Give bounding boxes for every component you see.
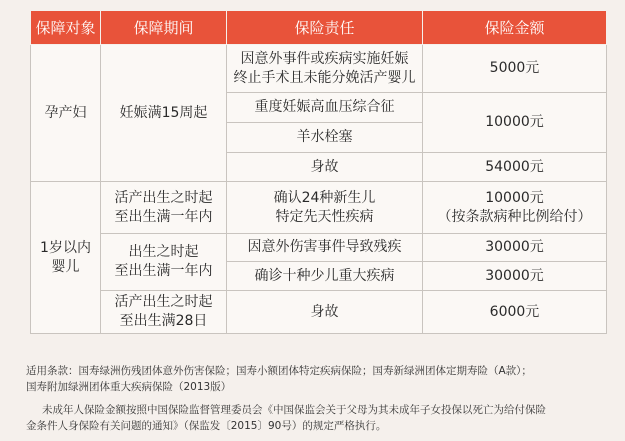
duty-cell xyxy=(227,182,423,234)
duty-cell: 身故 xyxy=(227,291,423,334)
duty-cell: 羊水栓塞 xyxy=(227,123,423,153)
amount-note: （按条款病种比例给付） xyxy=(437,208,592,225)
note-line: 适用条款：国寿绿洲伤残团体意外伤害保险；国寿小额团体特定疾病保险；国寿新绿洲团体定期寿险（A款）； xyxy=(26,365,532,377)
amount-cell: 6000元 xyxy=(423,291,607,334)
duty-cell: 身故 xyxy=(227,153,423,182)
header-period: 保障期间 xyxy=(101,11,227,45)
header-duty: 保险责任 xyxy=(227,11,423,45)
amount-cell xyxy=(423,182,607,234)
table-row xyxy=(31,291,607,334)
duty-text: 特定先天性疾病 xyxy=(275,208,374,225)
duty-cell: 确诊十种少儿重大疾病 xyxy=(227,262,423,291)
note-line: 未成年人保险金额按照中国保险监督管理委员会《中国保监会关于父母为其未成年子女投保以死亡为给付保险 xyxy=(42,404,546,416)
duty-cell: 因意外伤害事件导致残疾 xyxy=(227,234,423,262)
table-row xyxy=(31,45,607,93)
table-row xyxy=(31,182,607,234)
note-line: 金条件人身保险有关问题的通知》（保监发〔2015〕90号）的规定严格执行。 xyxy=(26,419,387,432)
period-cell xyxy=(101,234,227,291)
duty-text: 因意外事件或疾病实施妊娠 xyxy=(240,50,409,67)
amount-cell: 5000元 xyxy=(423,45,607,93)
header-target: 保障对象 xyxy=(31,11,101,45)
note-line: 国寿附加绿洲团体重大疾病保险（2013版） xyxy=(26,380,232,393)
amount-cell: 30000元 xyxy=(423,234,607,262)
period-text: 出生之时起 xyxy=(128,244,199,260)
coverage-table xyxy=(30,10,607,334)
duty-cell xyxy=(227,45,423,93)
duty-text: 确认24种新生儿 xyxy=(273,189,376,206)
period-cell xyxy=(101,291,227,334)
duty-text: 终止手术且未能分娩活产婴儿 xyxy=(233,69,416,86)
period-text: 至出生满一年内 xyxy=(114,208,213,225)
target-text: 婴儿 xyxy=(51,258,80,275)
period-text: 活产出生之时起 xyxy=(114,189,213,206)
period-cell xyxy=(101,182,227,234)
period-text: 至出生满28日 xyxy=(119,313,208,329)
amount-text: 10000元 xyxy=(485,189,544,206)
period-text: 至出生满一年内 xyxy=(114,263,213,279)
amount-cell: 54000元 xyxy=(423,153,607,182)
target-cell-infant xyxy=(31,182,101,334)
amount-cell: 10000元 xyxy=(423,93,607,153)
duty-cell: 重度妊娠高血压综合征 xyxy=(227,93,423,123)
coverage-table-container xyxy=(30,10,606,334)
header-amount: 保险金额 xyxy=(423,11,607,45)
table-header-row xyxy=(31,11,607,45)
period-cell-pregnant: 妊娠满15周起 xyxy=(101,45,227,182)
minor-coverage-note xyxy=(26,403,616,434)
table-row xyxy=(31,234,607,262)
target-text: 1岁以内 xyxy=(40,239,91,256)
target-cell-pregnant: 孕产妇 xyxy=(31,45,101,182)
amount-cell: 30000元 xyxy=(423,262,607,291)
period-text: 活产出生之时起 xyxy=(114,294,213,310)
applicable-terms-note xyxy=(26,364,616,395)
